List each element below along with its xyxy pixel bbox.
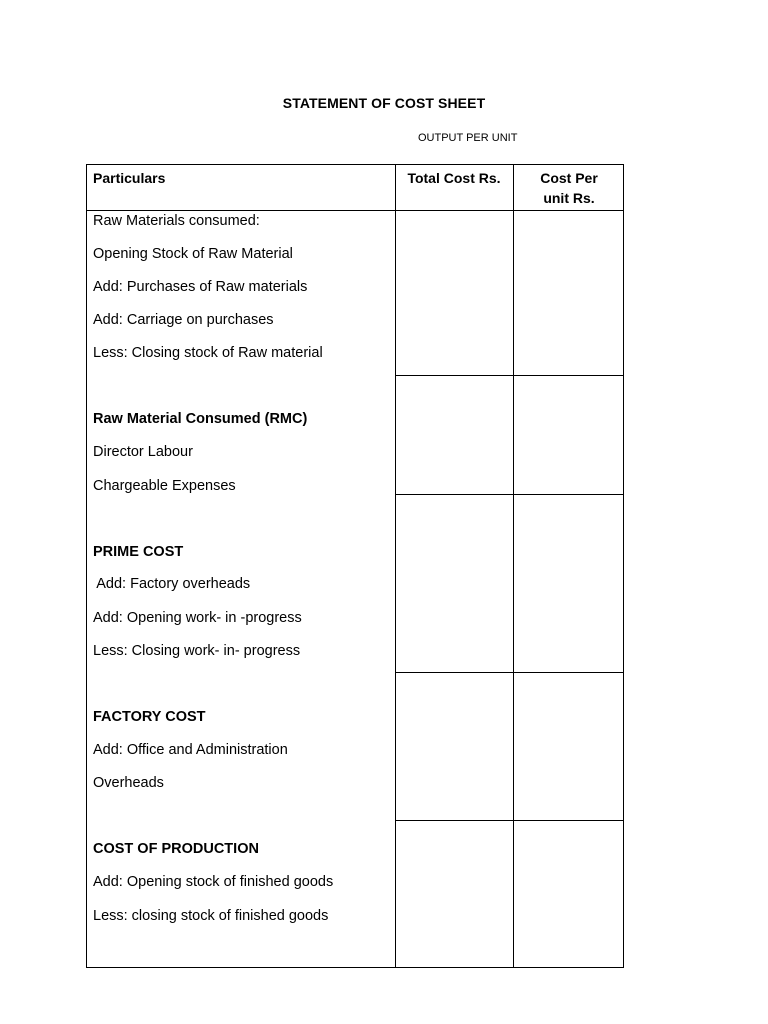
row-closing-stock-raw-material: Less: Closing stock of Raw material bbox=[93, 345, 323, 361]
header-total-cost: Total Cost Rs. bbox=[407, 170, 501, 186]
row-factory-cost: FACTORY COST bbox=[93, 709, 206, 725]
section-divider bbox=[395, 494, 623, 495]
column-divider-total-cost bbox=[395, 165, 396, 967]
row-prime-cost: PRIME COST bbox=[93, 544, 184, 560]
row-chargeable-expenses: Chargeable Expenses bbox=[93, 478, 236, 494]
row-purchases-raw-materials: Add: Purchases of Raw materials bbox=[93, 279, 308, 295]
row-closing-stock-finished-goods: Less: closing stock of finished goods bbox=[93, 908, 329, 924]
section-divider bbox=[395, 375, 623, 376]
column-divider-cost-per-unit bbox=[513, 165, 514, 967]
document-title: STATEMENT OF COST SHEET bbox=[282, 95, 486, 111]
row-carriage-on-purchases: Add: Carriage on purchases bbox=[93, 312, 274, 328]
row-closing-wip: Less: Closing work- in- progress bbox=[93, 643, 301, 659]
header-cost-per-unit bbox=[513, 168, 625, 208]
row-opening-stock-raw-material: Opening Stock of Raw Material bbox=[93, 246, 293, 262]
row-raw-material-consumed-rmc: Raw Material Consumed (RMC) bbox=[93, 411, 308, 427]
output-per-unit-label: OUTPUT PER UNIT bbox=[418, 132, 518, 144]
header-particulars: Particulars bbox=[93, 170, 166, 186]
row-overheads: Overheads bbox=[93, 775, 164, 791]
section-divider bbox=[395, 672, 623, 673]
row-opening-stock-finished-goods: Add: Opening stock of finished goods bbox=[93, 874, 334, 890]
row-raw-materials-consumed: Raw Materials consumed: bbox=[93, 213, 260, 229]
row-director-labour: Director Labour bbox=[93, 444, 193, 460]
header-divider bbox=[87, 210, 623, 211]
section-divider bbox=[395, 820, 623, 821]
row-factory-overheads: Add: Factory overheads bbox=[93, 576, 251, 592]
cost-sheet-table bbox=[86, 164, 624, 968]
row-opening-wip: Add: Opening work- in -progress bbox=[93, 610, 302, 626]
row-cost-of-production: COST OF PRODUCTION bbox=[93, 841, 259, 857]
row-office-administration: Add: Office and Administration bbox=[93, 742, 288, 758]
header-cost-per-unit-line1: Cost Per bbox=[540, 170, 598, 186]
header-cost-per-unit-line2: unit Rs. bbox=[543, 190, 595, 206]
